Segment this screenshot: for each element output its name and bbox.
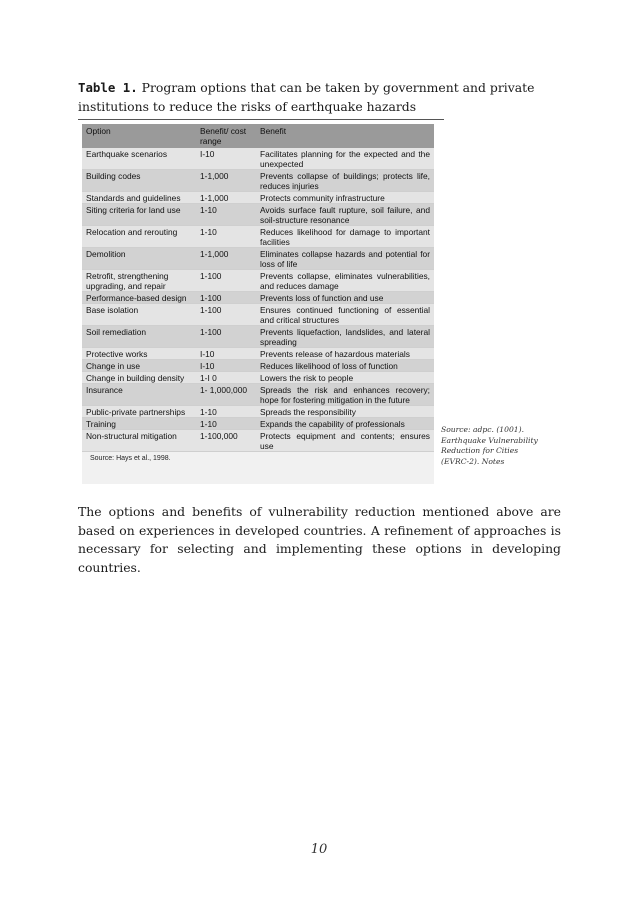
cost-range-cell: 1-100 — [196, 304, 256, 326]
table-caption-label: Table 1. — [78, 80, 138, 95]
side-source-line: Source: adpc. (1001). — [441, 425, 525, 434]
side-source-line: (EVRC-2). Notes — [441, 456, 505, 466]
cost-range-cell: 1-I 0 — [196, 372, 256, 384]
benefit-cell: Avoids surface fault rupture, soil failure, and soil-structure resonance — [256, 204, 434, 226]
table-caption-text: Program options that can be taken by government and private institutions to reduce the risks of earthquake hazards — [78, 80, 535, 114]
options-table-image — [82, 124, 434, 484]
table-row — [82, 360, 434, 372]
table-caption — [78, 78, 558, 116]
table-row — [82, 430, 434, 452]
cost-range-cell: I-10 — [196, 148, 256, 170]
benefit-cell: Prevents collapse, eliminates vulnerabilities, and reduces damage — [256, 270, 434, 292]
benefit-cell: Lowers the risk to people — [256, 372, 434, 384]
benefit-cell: Reduces likelihood for damage to important facilities — [256, 226, 434, 248]
table-row — [82, 326, 434, 348]
side-source-line: Reduction for Cities — [441, 446, 519, 455]
cost-range-cell: 1-100 — [196, 270, 256, 292]
cost-range-cell: 1- 1,000,000 — [196, 384, 256, 406]
option-cell: Building codes — [82, 170, 196, 192]
table-row — [82, 226, 434, 248]
option-cell: Soil remediation — [82, 326, 196, 348]
side-source-line: Earthquake Vulnerability — [441, 435, 538, 445]
benefit-cell: Spreads the risk and enhances recovery; hope for fostering mitigation in the future — [256, 384, 434, 406]
table-row — [82, 270, 434, 292]
option-cell: Relocation and rerouting — [82, 226, 196, 248]
table-row — [82, 372, 434, 384]
header-cost-range: Benefit/ cost range — [196, 124, 256, 148]
benefit-cell: Prevents loss of function and use — [256, 292, 434, 304]
option-cell: Protective works — [82, 348, 196, 360]
benefit-cell: Reduces likelihood of loss of function — [256, 360, 434, 372]
option-cell: Earthquake scenarios — [82, 148, 196, 170]
option-cell: Retrofit, strengthening upgrading, and repair — [82, 270, 196, 292]
cost-range-cell: 1-100 — [196, 326, 256, 348]
cost-range-cell: 1-1,000 — [196, 170, 256, 192]
option-cell: Demolition — [82, 248, 196, 270]
option-cell: Performance-based design — [82, 292, 196, 304]
option-cell: Public-private partnerships — [82, 406, 196, 418]
cost-range-cell: 1-10 — [196, 406, 256, 418]
option-cell: Siting criteria for land use — [82, 204, 196, 226]
option-cell: Base isolation — [82, 304, 196, 326]
table-row — [82, 292, 434, 304]
benefit-cell: Spreads the responsibility — [256, 406, 434, 418]
side-source-note — [441, 425, 571, 467]
cost-range-cell: 1-100 — [196, 292, 256, 304]
option-cell: Training — [82, 418, 196, 430]
cost-range-cell: 1-1,000 — [196, 192, 256, 204]
cost-range-cell: I-10 — [196, 348, 256, 360]
caption-divider — [78, 119, 444, 120]
table-row — [82, 304, 434, 326]
option-cell: Change in building density — [82, 372, 196, 384]
table-row — [82, 248, 434, 270]
benefit-cell: Facilitates planning for the expected and the unexpected — [256, 148, 434, 170]
cost-range-cell: 1-10 — [196, 204, 256, 226]
table-row — [82, 204, 434, 226]
table-row — [82, 348, 434, 360]
option-cell: Insurance — [82, 384, 196, 406]
benefit-cell: Ensures continued functioning of essential and critical structures — [256, 304, 434, 326]
cost-range-cell: 1-10 — [196, 226, 256, 248]
benefit-cell: Eliminates collapse hazards and potential for loss of life — [256, 248, 434, 270]
table-row — [82, 418, 434, 430]
table-row — [82, 384, 434, 406]
header-benefit: Benefit — [256, 124, 434, 148]
option-cell: Change in use — [82, 360, 196, 372]
option-cell: Standards and guidelines — [82, 192, 196, 204]
table-row — [82, 406, 434, 418]
cost-range-cell: 1-10 — [196, 418, 256, 430]
cost-range-cell: 1-1,000 — [196, 248, 256, 270]
header-option: Option — [82, 124, 196, 148]
table-row — [82, 148, 434, 170]
benefit-cell: Protects community infrastructure — [256, 192, 434, 204]
cost-range-cell: 1-100,000 — [196, 430, 256, 452]
benefit-cell: Protects equipment and contents; ensures use — [256, 430, 434, 452]
cost-range-cell: I-10 — [196, 360, 256, 372]
body-paragraph: The options and benefits of vulnerability reduction mentioned above are based on experiences in developed countries. A refinement of approaches is necessary for selecting and implementing these options in developing countries. — [78, 504, 561, 575]
options-table — [82, 124, 434, 452]
table-body — [82, 148, 434, 452]
table-source-note: Source: Hays et al., 1998. — [90, 455, 171, 462]
option-cell: Non-structural mitigation — [82, 430, 196, 452]
benefit-cell: Prevents liquefaction, landslides, and lateral spreading — [256, 326, 434, 348]
table-row — [82, 192, 434, 204]
benefit-cell: Prevents collapse of buildings; protects life, reduces injuries — [256, 170, 434, 192]
benefit-cell: Expands the capability of professionals — [256, 418, 434, 430]
page-number: 10 — [310, 842, 328, 857]
table-row — [82, 170, 434, 192]
table-header-row — [82, 124, 434, 148]
benefit-cell: Prevents release of hazardous materials — [256, 348, 434, 360]
